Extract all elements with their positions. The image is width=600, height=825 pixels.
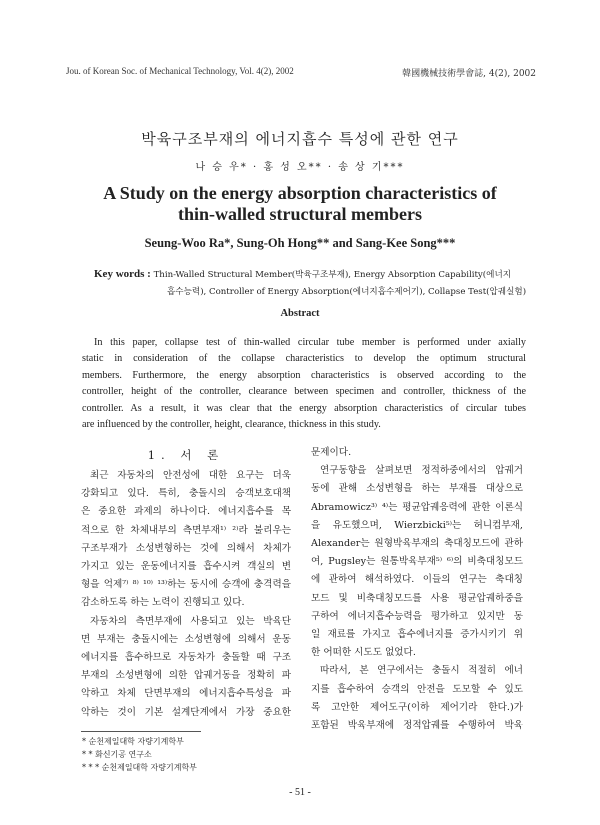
- journal-header-left: Jou. of Korean Soc. of Mechanical Technology, Vol. 4(2), 2002: [66, 66, 294, 76]
- body-line: 은 중요한 과제의 하나이다. 에너지흡수를 목: [81, 506, 291, 518]
- body-line: 악하는 것이 기본 설계단계에서 가장 중요한: [81, 706, 291, 718]
- body-line: 악하고 차체 단면부재의 에너지흡수특성을 파: [81, 688, 291, 700]
- english-authors: Seung-Woo Ra*, Sung-Oh Hong** and Sang-Kee Song***: [144, 236, 456, 250]
- footnote: * 순천제일대학 자량기계학부: [82, 737, 184, 746]
- keywords-line: Thin-Walled Structural Member(박육구조부재), Energy Absorption Capability(에너지: [153, 270, 512, 280]
- page-number: - 51 -: [289, 787, 311, 798]
- body-line: 포함된 박육부재에 정적압궤를 수행하여 박육: [311, 720, 523, 732]
- body-line: 적으로 한 차체내부의 측면부재¹⁾ ²⁾라 불리우는: [81, 524, 291, 536]
- body-line: 에너지를 흡수하므로 자동차가 충돌할 때 구조: [81, 652, 291, 664]
- footnote: * * 화신기공 연구소: [82, 750, 152, 759]
- body-line: 일 재료를 가지고 흡수에너지를 증가시키기 위: [311, 629, 523, 641]
- abstract-line: controller, height of the controller, clearance between specimen and controller, thickness of the: [82, 386, 526, 398]
- body-line: 지를 흡수하여 승객의 안전을 도모할 수 있도: [311, 683, 523, 695]
- body-line: 형을 억제⁷⁾ ⁸⁾ ¹⁰⁾ ¹³⁾하는 동시에 승객에 충격력을: [81, 579, 291, 591]
- abstract-line: In this paper, collapse test of thin-walled circular tube member is performed under axially: [94, 337, 526, 348]
- body-line: Alexander는 원형박육부재의 축대칭모드에 관하: [311, 538, 523, 550]
- journal-header-right: 韓國機械技術學會誌, 4(2), 2002: [402, 69, 536, 79]
- keywords: [94, 266, 534, 301]
- footnote: * * * 순천제일대학 자량기계학부: [82, 763, 197, 772]
- body-line: 동에 관해 소성변형을 하는 부재를 대상으로: [311, 483, 523, 495]
- abstract-line: controller. As a result, it was clear that the energy absorption characteristics of circular tubes: [82, 402, 526, 414]
- body-line: 면 부재는 충돌시에는 소성변형에 의해서 운동: [81, 633, 291, 645]
- body-line: 감소하도록 하는 노력이 진행되고 있다.: [81, 597, 245, 609]
- body-line: 가지고 있는 운동에너지를 흡수시켜 객실의 변: [81, 561, 291, 573]
- korean-authors: 나 승 우* · 홍 성 오** · 송 상 기***: [195, 162, 405, 173]
- body-line: 자동차의 측면부재에 사용되고 있는 박육단: [90, 615, 291, 627]
- abstract-body: [82, 335, 526, 433]
- body-line: 에 관하여 해석하였다. 이들의 연구는 축대칭: [311, 574, 523, 586]
- body-line: 구조부재가 소성변형하는 것에 의해서 차체가: [81, 542, 291, 554]
- body-line: 최근 자동차의 안전성에 대한 요구는 더욱: [90, 470, 291, 481]
- right-column: [311, 444, 523, 735]
- body-line: 부재의 소성변형에 의한 압궤거동을 정확히 파: [81, 670, 291, 682]
- body-line: 연구동향을 살펴보면 정적하중에서의 압궤거: [320, 465, 523, 477]
- keywords-line: 흡수능력), Controller of Energy Absorption(에너지흡수제어기), Collapse Test(압궤실험): [167, 287, 527, 297]
- footnote-rule: [81, 731, 201, 732]
- body-line: 록 고안한 제어도구(이하 제어기라 한다.)가: [311, 701, 523, 713]
- body-line: 을 유도했으며, Wierzbicki⁵⁾는 허니컴부재,: [311, 519, 523, 531]
- body-line: 강화되고 있다. 특히, 충돌시의 승객보호대책: [81, 488, 291, 500]
- body-line: 문제이다.: [311, 447, 352, 458]
- keywords-label: Key words :: [94, 268, 151, 280]
- body-line: 여, Pugsley는 원통박육부재⁵⁾ ⁶⁾의 비축대칭모드: [311, 556, 523, 568]
- abstract-line: static in consideration of the collapse characteristics to develop the optimum structural: [82, 353, 526, 365]
- abstract-line: are influenced by the controller, height, clearance, thickness in this study.: [82, 419, 381, 431]
- body-line: 모드 및 비축대칭모드를 사용 평균압궤하중을: [311, 592, 523, 604]
- body-line: 따라서, 본 연구에서는 충돌시 적절히 에너: [320, 665, 523, 677]
- left-column: [81, 467, 291, 722]
- korean-title: 박육구조부재의 에너지흡수 특성에 관한 연구: [141, 130, 459, 148]
- english-title: [40, 183, 560, 225]
- body-line: 한 어떠한 시도도 없었다.: [311, 647, 416, 659]
- body-line: Abramowicz³⁾ ⁴⁾는 평균압궤응력에 관한 이론식: [311, 501, 523, 513]
- english-title-line: thin-walled structural members: [178, 204, 422, 224]
- section-heading: 1. 서 론: [147, 448, 225, 462]
- abstract-line: members. Furthermore, the energy absorption characteristics is observed according to the: [82, 369, 526, 381]
- english-title-line: A Study on the energy absorption characteristics of: [103, 183, 497, 203]
- body-line: 구하여 에너지흡수능력을 평가하고 있지만 동: [311, 610, 523, 622]
- abstract-heading: Abstract: [280, 308, 320, 319]
